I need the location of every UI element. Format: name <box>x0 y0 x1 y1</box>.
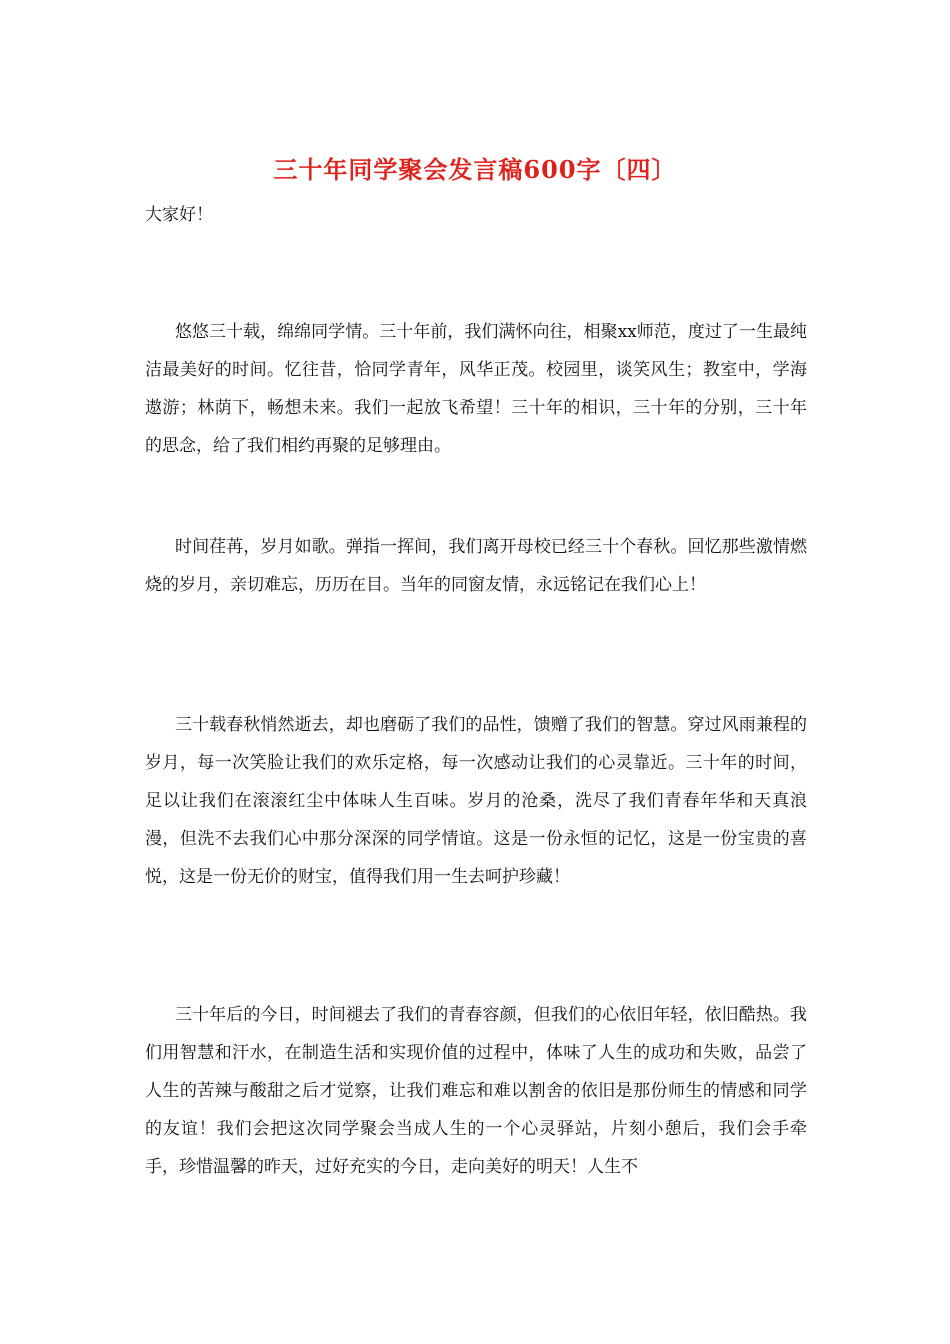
body-paragraph-3: 三十载春秋悄然逝去，却也磨砺了我们的品性，馈赠了我们的智慧。穿过风雨兼程的岁月，每一次笑脸让我们的欢乐定格，每一次感动让我们的心灵靠近。三十年的时间，足以让我们在滚滚红尘中体味人生百味。岁月的沧桑，洗尽了我们青春年华和天真浪漫，但洗不去我们心中那分深深的同学情谊。这是一份永恒的记忆，这是一份宝贵的喜悦，这是一份无价的财宝，值得我们用一生去呵护珍藏！ <box>145 715 807 887</box>
body-paragraph-1: 悠悠三十载，绵绵同学情。三十年前，我们满怀向往，相聚xx师范，度过了一生最纯洁最美好的时间。忆往昔，恰同学青年，风华正茂。校园里，谈笑风生；教室中，学海遨游；林荫下，畅想未来。我们一起放飞希望！三十年的相识，三十年的分别，三十年的思念，给了我们相约再聚的足够理由。 <box>145 322 807 456</box>
document-title: 三十年同学聚会发言稿600字〔四〕 <box>273 155 677 184</box>
greeting-line: 大家好！ <box>145 205 213 225</box>
body-paragraph-4: 三十年后的今日，时间褪去了我们的青春容颜，但我们的心依旧年轻，依旧酷热。我们用智慧和汗水，在制造生活和实现价值的过程中，体味了人生的成功和失败，品尝了人生的苦辣与酸甜之后才觉察，让我们难忘和难以割舍的依旧是那份师生的情感和同学的友谊！我们会把这次同学聚会当成人生的一个心灵驿站，片刻小憩后，我们会手牵手，珍惜温馨的昨天，过好充实的今日，走向美好的明天！人生不 <box>145 1005 807 1177</box>
body-paragraph-2: 时间荏苒，岁月如歌。弹指一挥间，我们离开母校已经三十个春秋。回忆那些激情燃烧的岁月，亲切难忘，历历在目。当年的同窗友情，永远铭记在我们心上！ <box>145 537 807 595</box>
